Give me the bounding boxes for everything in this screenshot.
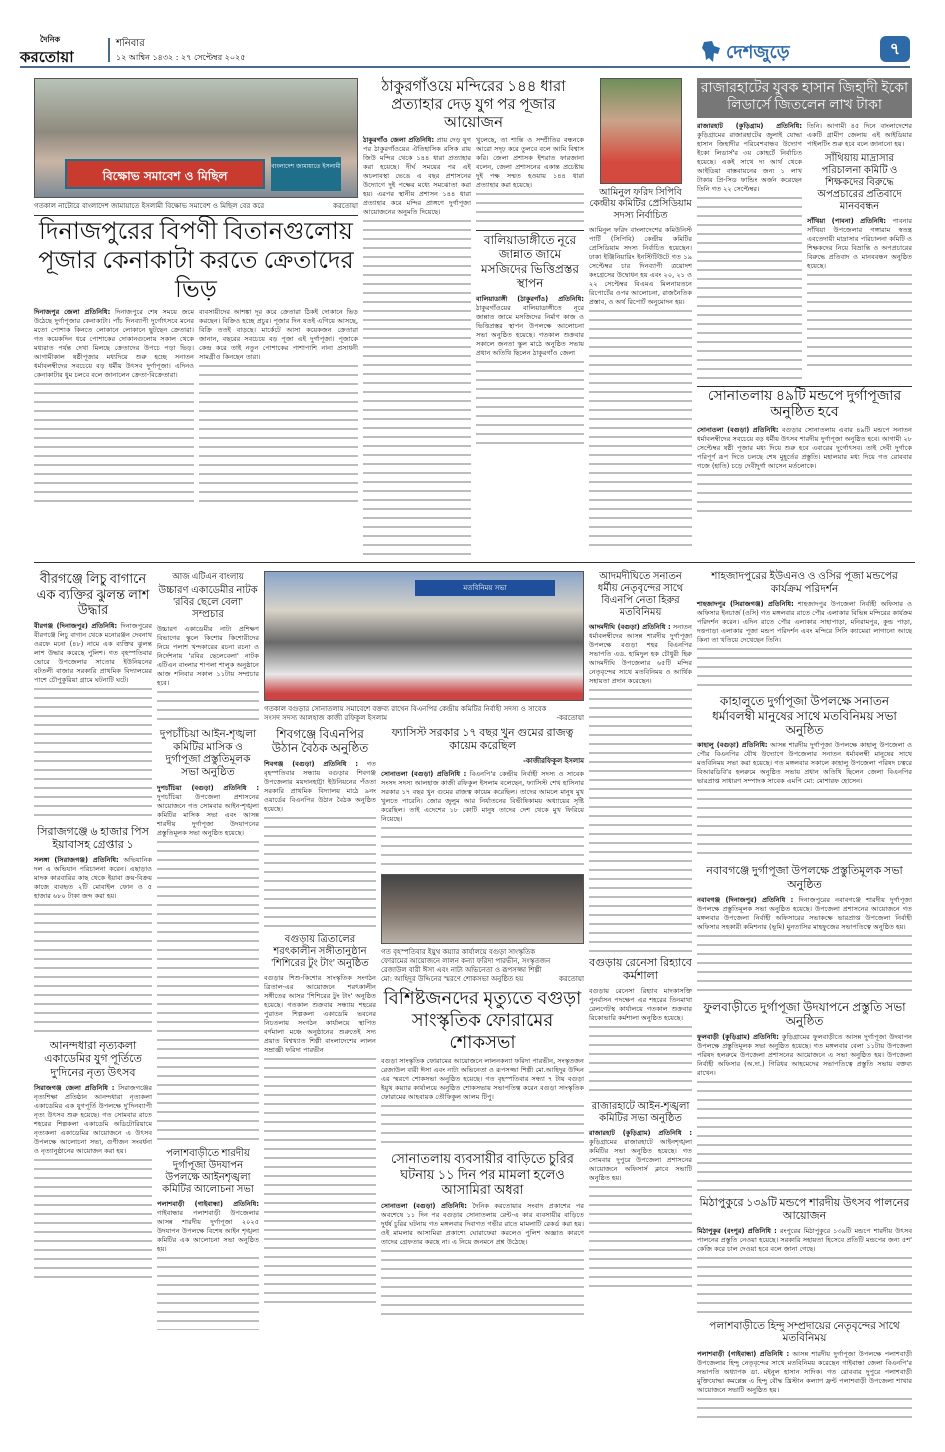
article-body: কুড়িগ্রামের ফুলবাড়ীতে আসন্ন দুর্গাপূজা উদযাপন উপলক্ষে প্রস্তুতিমূলক সভা অনুষ্ঠিত হয়েছে। গত মঙ্গলবার বেলা ১১টায় উপজেলা পরিষদ হলরুমে উপজেলা প্রশাসনের আয়োজনে এ সভা অনুষ্ঠিত হয়। উপজেলা নির্বাহী অফিসার (অ.দা.) গিরিধর আহমেদের সভাপতিত্বে প্রস্তুতি সভায় বক্তব্য রাখেন। xyxy=(697,1032,912,1077)
byline: আদমদীঘি (বগুড়া) প্রতিনিধি : xyxy=(589,623,671,631)
article-sathia xyxy=(807,217,912,367)
article-hasan-col2 xyxy=(807,122,912,149)
article-anandadhara xyxy=(34,1084,152,1284)
headline-fulbari: ফুলবাড়ীতে দুর্গাপূজা উদযাপনে প্রস্তুতি সভা অনুষ্ঠিত xyxy=(703,999,906,1029)
photo-caption-row xyxy=(381,948,584,984)
hasan-col2-stack xyxy=(807,122,912,367)
headline-sirajganj: সিরাজগঞ্জে ৬ হাজার পিস ইয়াবাসহ গ্রেপ্তার ১ xyxy=(37,825,149,851)
headline-dupchanchia: দুপচাঁচিয়া আইন-শৃঙ্খলা কমিটির মাসিক ও দুর্গাপূজা প্রস্তুতিমূলক সভা অনুষ্ঠিত xyxy=(159,729,257,778)
article-body: উচ্চারণ একাডেমীর নাট্য প্রশিক্ষণ বিভাগের স্কুলে কিশোর কিশোরীদের নিয়ে পলাশ খন্দকারের রচনা রচনা ও নির্দেশনায় 'রবির ছেলেবেলা' নাটক এটিএন বাংলার শাপলা শালুক অনুষ্ঠানে আজ শনিবার সকাল ১১টায় সম্প্রচার হবে। xyxy=(157,625,259,688)
photo-caption: গত বৃহস্পতিবার ইয়ুথ কয়্যার কার্যালয়ে বগুড়া সাংস্কৃতিক ফোরামের আয়োজনে লালন কন্যা ফরিদা পারভীন, সংস্কৃতজন রেজাউল বারী ঈসা এবং নাট্য অভিনেতা ও রূপসজ্জা শিল্পী মো: আহিদুর উদ্দিনের স্মরণে শোকসভা অনুষ্ঠিত হয় xyxy=(381,948,551,984)
hasan-columns xyxy=(697,122,912,382)
article-body: দুপচাঁচিয়া উপজেলা প্রশাসনের আয়োজনে গত সোমবার আইন-শৃঙ্খলা কমিটির মাসিক সভা এবং আসন্ন শারদীয় দুর্গাপূজা উদযাপনের প্রস্তুতিমূলক সভা অনুষ্ঠিত হয়েছে। xyxy=(157,792,259,837)
photo-caption-row xyxy=(34,202,358,211)
page-number: ৭ xyxy=(880,36,910,62)
article-mithapukur xyxy=(697,1227,912,1317)
byline: সোনাতলা (বগুড়া) প্রতিনিধি: xyxy=(697,426,779,435)
headline-sathia: সাঁথিয়ায় মাদ্রাসার পরিচালনা কমিটি ও শিক্ষকদের বিরুদ্ধে অপপ্রচারের প্রতিবাদে মানববন্ধন xyxy=(817,152,902,212)
article-amin xyxy=(589,226,692,546)
article-body: সিরাজগঞ্জের নৃত্যশিক্ষা প্রতিষ্ঠান আনন্দধারা নৃত্যকলা একাডেমির এক যুগপূর্তি উপলক্ষে দু'দিনব্যাপী নৃত্য উৎসব শুরু হয়েছে। গত সোমবার রাতে শহরের শিল্পকলা একাডেমি অডিটোরিয়ামে নৃত্যকলা একাডেমির আয়োজনে এ উৎসব উপলক্ষে আলোচনা সভা, গুণীজন সংবর্ধনা ও নৃত্যানুষ্ঠানের আয়োজন করা হয়। xyxy=(34,1083,152,1155)
article-body: বগুড়া সাংস্কৃতিক ফোরামের আয়োজনে লালনকন্যা ফরিদা পারভীন, সংস্কৃতজন রেজাউল বারী ঈসা এবং নাট্য অভিনেতা ও রূপসজ্জা শিল্পী মো.আহিদুর উদ্দিন এর স্মরণে শোকসভা অনুষ্ঠিত হয়েছে। গত বৃহস্পতিবার সন্ধ্যা ৭ টায় বগুড়া ইয়ুথ কয়্যার কার্যালয়ে অনুষ্ঠিত শোকসভায় সভাপতিত্ব করেন বগুড়া সাংস্কৃতিক ফোরামের আহবায়ক তৌফিকুল আলম টিপু। xyxy=(381,1057,584,1102)
center-columns xyxy=(264,727,584,1322)
article-fascist xyxy=(381,770,584,870)
article-body: বিএনপি'র কেন্দ্রীয় নির্বাহী সদস্য ও সাবেক সংসদ সদস্য আলহাজ কাজী রফিকুল ইসলাম বলেছেন, ফ্যাসিস্ট শেখ হাসিনার সরকার ১৭ বছর খুন গুমের রাজত্ব কায়েম করেছিল। তাদের আমলে মানুষ মুখ খুলতে পারেনি। জোর জুলুম আর নির্যাতনের বিভীষিকাময় অধ্যায়ের সৃষ্টি করেছিল। তাই এদেশের ১৮ কোটি মানুষ তাদের দেশ থেকে মুখ ফিরিয়ে নিয়েছে। xyxy=(381,770,584,824)
bottom-band xyxy=(34,563,915,1420)
byline: বীরগঞ্জ (দিনাজপুর) প্রতিনিধি: xyxy=(34,621,118,630)
article-body: গাইবান্ধার পলাশবাড়ী উপজেলার আসন্ন শারদীয় দুর্গাপূজা ২০২৫ উদযাপন উপলক্ষে বিশেষ আইন শৃঙ্খলা কমিটির এক আলোচনা সভা অনুষ্ঠিত হয়। xyxy=(157,1208,259,1253)
headline-natak: উচ্চারণ একাডেমীর নাটক 'রবির ছেলে বেলা' সম্প্রচার xyxy=(158,585,258,621)
rally-banner-side: বাংলাদেশ জামায়াতে ইসলামী xyxy=(271,157,341,191)
quote-attribution: -কাজীরফিকুল ইসলাম xyxy=(522,757,584,766)
byline: ফুলবাড়ী (কুড়িগ্রাম) প্রতিনিধি: xyxy=(697,1032,779,1041)
headline-mithapukur: মিঠাপুকুরে ১৩৯টি মন্ডপে শারদীয় উৎসব পালনের আয়োজন xyxy=(699,1196,910,1222)
byline: নবাবগঞ্জ (দিনাজপুর) প্রতিনিধি : xyxy=(697,895,794,904)
article-birganj xyxy=(34,622,152,822)
article-body: কুড়িগ্রামের রাজারহাটে আইনশৃঙ্খলা কমিটির সভা অনুষ্ঠিত হয়েছে। গত সোমবার দুপুরে উপজেলা প্রশাসনের আয়োজনে অফিসার্স ক্লাবে সভাটি অনুষ্ঠিত হয়। xyxy=(589,1138,692,1183)
byline: শিবগঞ্জ (বগুড়া) প্রতিনিধি : xyxy=(264,759,359,768)
meeting-photo xyxy=(264,571,584,701)
byline: সলঙ্গা (সিরাজগঞ্জ) প্রতিনিধি: xyxy=(34,856,119,865)
article-nababganj xyxy=(697,896,912,996)
article-fulbari xyxy=(697,1033,912,1193)
portrait-photo xyxy=(600,78,682,184)
column-center xyxy=(264,571,584,1322)
newspaper-logo: করতোয়া xyxy=(20,48,74,66)
article-rajarhat-law xyxy=(589,1129,692,1289)
article-sirajganj xyxy=(34,856,152,1036)
article-body: দিনাজপুরের নবাবগঞ্জে শারদীয় দুর্গাপূজা উপলক্ষে প্রস্তুতিমূলক সভা অনুষ্ঠিত হয়েছে। উপজেলা প্রশাসনের আয়োজনে গত মঙ্গলবার উপজেলা নির্বাহী অফিসারের সভাকক্ষে ভারপ্রাপ্ত উপজেলা নির্বাহী অফিসার সহকারী কমিশনার (ভূমি) মুনতাসির মাহফুজের সভাপতিত্বে অনুষ্ঠিত হয়। xyxy=(697,895,912,931)
byline: সিরাজগঞ্জ জেলা প্রতিনিধি : xyxy=(34,1083,115,1092)
headline-shokshova: বিশিষ্টজনদের মৃত্যুতে বগুড়া সাংস্কৃতিক ফোরামের শোকসভা xyxy=(383,988,582,1052)
article-thakurgaon-col1 xyxy=(363,136,471,556)
article-body: রংপুরের মিঠাপুকুরে ১৩৯টি মন্ডপে শারদীয় উৎসব পালনের প্রস্তুতি নেওয়া হয়েছে। সরকারি সহায়তা হিসেবে প্রতিটি মন্ডপের জন্য ৫শ' কেজি করে চাল দেওয়া হবে বলে জানা গেছে। xyxy=(697,1226,912,1253)
masthead-rule xyxy=(20,66,910,68)
headline-hasan: রাজারহাটের যুবক হাসান জিহাদী ইকো লিডার্সে জিতলেন লাখ টাকা xyxy=(697,78,912,118)
article-baliadangi xyxy=(476,295,584,445)
headline-tritaal: বগুড়ায় ত্রিতালের শরৎকালীন সঙ্গীতানুষ্ঠান 'শিশিরের টুং টাং' অনুষ্ঠিত xyxy=(271,933,369,969)
article-body: দিনাজপুরের বীরগঞ্জে লিচু বাগান থেকে মনোরঞ্জন দেবনাথ ওরফে মনো (৪৮) নামে এক ব্যক্তির ঝুলন্ত লাশ উদ্ধার করেছে পুলিশ। গত বৃহস্পতিবার ভোরে উপজেলার সাতোর ইউনিয়নের বটতলী বাজার সরকারি প্রাথমিক বিদ্যালয়ের পাশে চৌপুকুরিয়া গ্রামে ঘটনাটি ঘটে। xyxy=(34,621,152,684)
column-dinajpur xyxy=(34,78,358,508)
article-body: অভিযানিক দল এ অভিযান পরিচালনা করেন। এছাড়াও মাদক কারবারির কাছ থেকে ইয়াবা ক্রয়-বিক্রয় কাজে ব্যবহৃত ২টি মোবাইল ফোন ও ৫ হাজার ৬৮০ টাকা জব্দ করা হয়। xyxy=(34,856,152,901)
byline: শাহজাদপুর (সিরাজগঞ্জ) প্রতিনিধি: xyxy=(697,600,794,609)
photo-credit: -করতোয়া xyxy=(556,714,584,722)
headline-thakurgaon: ঠাকুরগাঁওয়ে মন্দিরের ১৪৪ ধারা প্রত্যাহার দেড় যুগ পর পূজার আয়োজন xyxy=(381,79,566,131)
byline: রাজারহাট (কুড়িগ্রাম) প্রতিনিধি: xyxy=(697,121,802,130)
headline-sonatala-49: সোনাতলায় ৪৯টি মন্ডপে দুর্গাপূজার অনুষ্ঠিত হবে xyxy=(697,386,912,423)
rally-banner: বিক্ষোভ সমাবেশ ও মিছিল xyxy=(65,159,265,189)
article-body: কুড়িগ্রামের রাজারহাটের জুলাই যোদ্ধা হাসান জিহাদীর পরিবেশবান্ধব উদ্যোগ ইকো লিডার্স'র ৩য় কোহর্টে নির্বাচিত হয়েছে। একই সাথে দ্য আর্থ থেকে আইডিয়া বাস্তবায়নের জন্য ১ লাখ টাকার প্রি-সিড ফান্ডিং অর্জন করেছেন তিনি গত ২২ সেপ্টেম্বর। xyxy=(697,130,802,193)
condolence-photo xyxy=(381,874,584,944)
column-right xyxy=(697,571,912,1420)
photo-credit: করতোয়া xyxy=(333,202,358,210)
article-body: বগুড়ার শিশু-কিশোর সাংস্কৃতিক সংগঠন ত্রিতাল-এর আয়োজনে শরৎকালীন সঙ্গীতের আসর 'শিশিরের টুং টাং' অনুষ্ঠিত হয়েছে। গতকাল শুক্রবার সন্ধ্যায় শহরের পুরাতন শিল্পকলা একাডেমি ভবনের নিচতলায় সংগঠন কার্যালয়ে স্থাপিত বর্ণমালা মঞ্চে অনুষ্ঠানের শুরুতেই সদ্য প্রয়াত বিশ্বখ্যাত শিল্পী বাংলাদেশের লালন সম্রাজ্ঞী ফরিদা পারভীন xyxy=(264,973,376,1054)
article-body: তিনি। আগামী ৪৫ দিনে বাংলাদেশের একটি গ্রামীণ জেলায় এই আইডিয়ার পাইলটিং শুরু হবে বলে জানানো হয়। xyxy=(807,121,912,148)
article-body: ঠাকুরগাঁওয়ের বালিয়াডাঙ্গীতে নূরে জান্নাত জামে মসজিদের নির্মাণ কাজ ও ভিত্তিপ্রস্তর স্থাপন উপলক্ষে আলোচনা সভা অনুষ্ঠিত হয়েছে। গতকাল শুক্রবার সকালে জনতা স্কুল মাঠে অনুষ্ঠিত সভায় প্রধান অতিথি ছিলেন ঠাকুরগাঁও জেলা xyxy=(476,303,584,357)
article-body: আসন্ন শারদীয় দুর্গাপূজা উপলক্ষে কাহালু উপজেলা ও পৌর বিএনপির যৌথ উদ্যোগে উপজেলার সনাতন ধর্মাবলম্বী মানুষের সাথে মতবিনিময় সভা করা হয়েছে। গত মঙ্গলবার সকালে কাহালু উপজেলা পরিষদ চত্বরে বিআরডিবি'র হলরুমে অনুষ্ঠিত সভায় প্রধান অতিথি ছিলেন জেলা বিএনপির ভারপ্রাপ্ত সাধারণ সম্পাদক সাবেক এমপি মো: মোশারফ হোসেন। xyxy=(697,741,912,786)
article-dinajpur-col1 xyxy=(34,308,194,508)
masthead-divider xyxy=(108,38,110,62)
article-shibganj xyxy=(264,760,376,930)
byline: কাহালু (বগুড়া) প্রতিনিধি: xyxy=(697,741,768,750)
article-body: শাহজাদপুর উপজেলা নির্বাহী অফিসার ও অফিসার ইনচার্জ (ওসি) গত মঙ্গলবার রাতে পৌর এলাকার বিভিন্ন মন্দিরের কার্যক্রম পরিদর্শন করেন। এদিন রাতে পৌর এলাকার সাহাপাড়া, মনিরামপুর, কুন্ড পাড়া, দত্তপাড়া এলাকার পূজা মন্ডপ পরিদর্শন এবং মন্দিরে সিসি ক্যামেরা লাগানো আছে কিনা তা খতিয়ে দেখেছেন তিনি। xyxy=(697,600,912,645)
thakurgaon-col2-stack xyxy=(476,136,584,445)
headline-baliadangi: বালিয়াডাঙ্গীতে নূরে জান্নাত জামে মসজিদের ভিত্তিপ্রস্তর স্থাপন xyxy=(476,230,584,291)
photo-caption-row xyxy=(264,705,584,723)
photo-caption: গতকাল বগুড়ার সোনাতলায় সমাবেশে বক্তব্য রাখেন বিএনপির কেন্দ্রীয় কমিটির নির্বাহী সদস্য ও সাবেক সংসদ সদস্য আলহাজ কাজী রফিকুল ইসলাম xyxy=(264,705,547,722)
photo-caption: গতকাল নাটোরে বাংলাদেশ জামায়াতে ইসলামী বিক্ষোভ সমাবেশ ও মিছিল বের করে xyxy=(34,202,265,210)
article-body: বগুড়ায় রেনেসা রিহ্যাব মাদকাসক্তি পুনর্বাসন পদক্ষেপ এর শহরের তিনমাথা রেলগেটস্থ কার্যালয়ে গতকাল শুক্রবার রিকোভারি কর্মশালা অনুষ্ঠিত হয়েছে। xyxy=(589,987,692,1023)
article-body: ব্যবসায়ীদের আশঙ্কা দূর করে ক্রেতারা ঠিকই দোকানে ভিড় করছেন। বিক্রিও হচ্ছে প্রচুর। পূজার দিন যতই এগিয়ে আসছে, বিক্রি ততই বাড়ছে। মার্কেটে আসা কয়েকজন ক্রেতারা জানান, বছরের সবচেয়ে বড় পূজা এই দুর্গাপূজা। পূজাকে কেন্দ্র করে তাই নতুন পোশাকের পাশাপাশি নানা প্রসাধনী সামগ্রীও কিনছেন তারা। xyxy=(199,308,358,362)
headline-adamdighi: আদমদীঘিতে সনাতন ধর্মীয় নেতৃবৃন্দের সাথে বিএনপি নেতা হিরুর মতবিনিময় xyxy=(597,571,684,618)
headline-theft: সোনাতলায় ব্যবসায়ীর বাড়িতে চুরির ঘটনায় ১১ দিন পর মামলা হলেও আসামিরা অধরা xyxy=(391,1151,574,1198)
article-body: পাবনার সাঁথিয়া উপজেলার গঙ্গারাম স্বতন্ত্র এবতেদায়ী মাদ্রাসার পরিচালনা কমিটি ও শিক্ষকদের নিয়ে বিভ্রান্তি ও অপপ্রচারের বিরুদ্ধে প্রতিবাদ ও মানববন্ধন অনুষ্ঠিত হয়েছে। xyxy=(807,216,912,270)
byline: সোনাতলা (বগুড়া) প্রতিনিধি : xyxy=(381,770,467,779)
article-renesa xyxy=(589,987,692,1097)
byline: দুপচাঁচিয়া (বগুড়া) প্রতিনিধি : xyxy=(157,783,259,792)
byline: বালিয়াডাঙ্গী (ঠাকুরগাঁও) প্রতিনিধি: xyxy=(476,294,584,303)
headline-palashbari-law: পলাশবাড়ীতে শারদীয় দুর্গাপূজা উদযাপন উপলক্ষে আইনশৃঙ্খলা কমিটির আলোচনা সভা xyxy=(162,1147,254,1195)
dinajpur-columns xyxy=(34,308,358,508)
article-body: আসন্ন শারদীয় দুর্গাপূজা উপলক্ষে পলাশবাড়ী উপজেলার হিন্দু নেতৃবৃন্দের সাথে মতবিনিময় করেছেন গাইবান্ধা জেলা বিএনপি'র সভাপতি অধ্যাপক ডা. মইনুল হাসান সাদিক। গত রোববার দুপুরে পলাশবাড়ী মুক্তিযোদ্ধা কমপ্লেক্স এ হিন্দু বৌদ্ধ খ্রিস্টান কল্যাণ ফ্রন্ট পলাশবাড়ী উপজেলা শাখার আয়োজনে সভাটি অনুষ্ঠিত হয়। xyxy=(697,1350,912,1395)
headline-dinajpur: দিনাজপুরের বিপণী বিতানগুলোয় পূজার কেনাকাটা করতে ক্রেতাদের ভিড় xyxy=(34,215,358,304)
headline-palashbari-hindu: পলাশবাড়ীতে হিন্দু সম্প্রদায়ের নেতৃবৃন্দের সাথে মতবিনিময় xyxy=(709,1320,900,1345)
column-fascist xyxy=(381,727,584,1322)
article-shahjadpur xyxy=(697,600,912,690)
article-natak xyxy=(157,625,259,725)
article-body: দিনাজপুরে শেষ সময়ে জমে উঠেছে দুর্গাপূজার কেনাকাটা। পাঁচ দিনব্যাপী দুর্গোৎসবে মনের মতো পোশাক কিনতে লোকানে লোকানে ছুটছেন ক্রেতারা। গত কয়েকদিন ধরে পোশাকের দোকানগুলোয় সকাল থেকে মধ্যরাত পর্যন্ত দেখা মিলছে ক্রেতাদের উপচে পড়া ভিড়। আগামীকাল ষষ্ঠীপূজার মধ্যদিয়ে শুরু হচ্ছে সনাতন ধর্মাবলম্বীদের সবচেয়ে বড় ধর্মীয় উৎসব দুর্গাপূজা। এদিনও কেনাকাটার ধুম চলবে বলে জানালেন ক্রেতা-বিক্রেতারা। xyxy=(34,308,194,380)
byline: দিনাজপুর জেলা প্রতিনিধি: xyxy=(34,308,111,317)
column-natak xyxy=(157,571,259,1330)
headline-shahjadpur: শাহজাদপুরের ইউএনও ও ওসির পূজা মন্ডপের কার্যক্রম পরিদর্শন xyxy=(711,571,898,595)
headline-kahalu: কাহালুতে দুর্গাপূজা উপলক্ষে সনাতন ধর্মাবলম্বী মানুষের সাথে মতবিনিময় সভা অনুষ্ঠিত xyxy=(712,694,897,737)
section-title: দেশজুড়ে xyxy=(726,42,790,63)
issue-date: ১২ আশ্বিন ১৪৩২ : ২৭ সেপ্টেম্বর ২০২৫ xyxy=(116,53,246,62)
article-shokshova xyxy=(381,1057,584,1147)
photo-credit: করতোয়া xyxy=(559,975,584,984)
headline-fascist: ফ্যাসিস্ট সরকার ১৭ বছর খুন গুমের রাজত্ব কায়েম করেছিল xyxy=(391,727,574,753)
column-hasan xyxy=(697,78,912,516)
issue-day: শনিবার xyxy=(116,38,145,49)
column-shibganj xyxy=(264,727,376,1304)
byline: সাঁথিয়া (পাবনা) প্রতিনিধি: xyxy=(807,216,887,225)
byline: রাজারহাট (কুড়িগ্রাম) প্রতিনিধি : xyxy=(589,1129,692,1138)
headline-renesa: বগুড়ায় রেনেসা রিহ্যাবে কর্মশালা xyxy=(589,957,692,983)
article-sonatala-49 xyxy=(697,426,912,516)
article-tritaal xyxy=(264,974,376,1304)
byline: সোনাতলা (বগুড়া) প্রতিনিধি: xyxy=(381,1201,467,1210)
kicker-natak: আজ এটিএন বাংলায় xyxy=(172,571,244,581)
column-birganj xyxy=(34,571,152,1284)
article-dinajpur-col2 xyxy=(199,308,358,508)
column-thakurgaon xyxy=(363,78,584,556)
byline: পলাশবাড়ী (গাইবান্ধা) প্রতিনিধি : xyxy=(697,1350,790,1359)
article-body: খুলেছে, তা শান্তি ও সম্প্রীতির বন্ধনকে আরো সদৃঢ় করে তুলবে বলে আমি বিশ্বাস করি। জেলা প্রশাসক ইশরাত ফারজানা বলেন, জেলা প্রশাসনের একান্ত প্রচেষ্টায় দুই পক্ষ সম্মত হওয়ায় ১৪৪ ধারা প্রত্যাহার করা হয়েছে। xyxy=(476,136,584,189)
newspaper-logo-small: দৈনিক xyxy=(40,35,61,44)
byline: মিঠাপুকুর (রংপুর) প্রতিনিধি : xyxy=(697,1226,777,1235)
article-dupchanchia xyxy=(157,784,259,1144)
article-body: গত বৃহস্পতিবার সন্ধ্যায় বগুড়ার শিবগঞ্জ উপজেলার ময়দানহাট্টা ইউনিয়নের পঁওতা সরকারি প্রাথমিক বিদ্যালয় মাঠে ৯নং ওয়ার্ডের বিএনপির উঠান বৈঠক অনুষ্ঠিত হয়েছে। xyxy=(264,759,376,813)
byline: ঠাকুরগাঁও জেলা প্রতিনিধি: xyxy=(363,136,435,144)
article-kahalu xyxy=(697,741,912,861)
article-body: আমিনুল ফরিদ বাংলাদেশের কমিউনিস্ট পার্টি (সিপিবি) কেন্দ্রীয় কমিটির প্রেসিডিয়াম সদস্য নির্বাচিত হয়েছেন। ঢাকা ইঞ্জিনিয়ারিং ইনস্টিটিউটে গত ১৯ সেপ্টেম্বর চার দিনব্যাপী ত্রয়োদশ কংগ্রেসের উদ্বোধন হয় এবং ২০, ২১ ও ২২ সেপ্টেম্বর বিএমএ মিলনায়তনে রিপোর্টের ওপর আলোচনা, রাজনৈতিক প্রস্তাব, ও অর্থ রিপোর্ট অনুমোদন হয়। xyxy=(589,226,692,307)
article-body: সনাতন ধর্মাবলম্বীদের আসন্ন শারদীয় দুর্গাপূজা উপলক্ষে বগুড়া শহর বিএনপির সভাপতি এড. হামিদুল হক চৌধুরী হিরু আদমদীঘি উপজেলার ৬৫টি মন্দির নেতৃবৃন্দের সাথে মতবিনিময় ও আর্থিক সহায়তা প্রদান করেছেন। xyxy=(589,623,692,685)
column-adamdighi xyxy=(589,571,692,1289)
headline-amin: আমিনুল ফরিদ সিপিবি কেন্দ্রীয় কমিটির প্রেসিডিয়াম সদস্য নির্বাচিত xyxy=(589,188,692,221)
article-thakurgaon-col2 xyxy=(476,136,584,226)
headline-birganj: বীরগঞ্জে লিচু বাগানে এক ব্যক্তির ঝুলন্ত লাশ উদ্ধার xyxy=(36,571,150,618)
article-palashbari-law xyxy=(157,1200,259,1330)
meeting-banner: মতবিনিময় সভা xyxy=(415,580,555,596)
bangladesh-map-icon xyxy=(700,40,722,64)
article-body: বগুড়ার সোনাতলায় এবার ৪৯টি মন্ডপে সনাতন ধর্মাবলম্বীদের সবচেয়ে বড় ধর্মীয় উৎসব শারদীয় দুর্গাপূজা অনুষ্ঠিত হবে। আগামী ২৮ সেপ্টেম্বর ষষ্ঠী পূজার মধ্য দিয়ে শুরু হবে এবারের দুর্গোৎসব। তাই দেবী দুর্গাকে পরিপূর্ণ রূপ দিতে চলছে শেষ মুহূর্তের প্রস্তুতি। মহালয়ার মধ্য দিয়ে গত রোববার গজে (হাতি) চড়ে দেবীদুর্গা আসেন মর্তলোকে। xyxy=(697,426,912,471)
headline-nababganj: নবাবগঞ্জে দুর্গাপূজা উপলক্ষে প্রস্তুতিমূলক সভা অনুষ্ঠিত xyxy=(706,865,903,891)
headline-shibganj: শিবগঞ্জে বিএনপির উঠান বৈঠক অনুষ্ঠিত xyxy=(271,727,369,756)
headline-rajarhat-law: রাজারহাটে আইন-শৃঙ্খলা কমিটির সভা অনুষ্ঠিত xyxy=(591,1101,690,1125)
article-theft xyxy=(381,1202,584,1322)
article-body: দৈনিক করতোয়ার সংবাদ প্রকাশের পর অবশেষে ১১ দিন পর বগুড়ার সোনাতলায় রেন্ট-এ কার ব্যবসায়ীর বাড়িতে দুর্ধর্ষ চুরির ঘটনায় গত মঙ্গলবার দিবাগত গভীর রাতে মামলাটি রেকর্ড করা হয়। ওই মামলার আসামিরা প্রকাশ্যে ঘোরাফেরা করলেও পুলিশ অজ্ঞাত কারণে তাদের গ্রেফতার করছে না। এ নিয়ে জনমনে প্রশ্ন উঠেছে। xyxy=(381,1201,584,1246)
byline: পলাশবাড়ী (গাইবান্ধা) প্রতিনিধি: xyxy=(157,1199,259,1208)
article-hasan-col1 xyxy=(697,122,802,382)
masthead xyxy=(0,0,945,70)
article-body: প্রায় দেড় যুগ পর ঠাকুরগাঁওয়ের ঐতিহাসিক রসিক রায় জিউ মন্দির থেকে ১৪৪ ধারা প্রত্যাহার করা হয়েছে। দীর্ঘ সময়ের পর এই অচলাবস্থা ভেঙে এ বছর প্রশাসনের উদ্যোগে দুই পক্ষের মধ্যে সমঝোতা করা হয়। এরপর স্থানীয় প্রশাসন ১৪৪ ধারা প্রত্যাহার করে মন্দির প্রাঙ্গণে দুর্গাপূজা আয়োজনের অনুমতি দিয়েছে। xyxy=(363,136,471,216)
headline-anandadhara: আনন্দধারা নৃত্যকলা একাডেমির যুগ পূর্তিতে দু'দিনের নৃত্য উৎসব xyxy=(44,1040,142,1079)
column-amin xyxy=(589,78,692,546)
top-band xyxy=(34,70,915,556)
rally-photo xyxy=(34,78,358,198)
article-palashbari-hindu xyxy=(697,1350,912,1420)
article-adamdighi xyxy=(589,623,692,953)
thakurgaon-columns xyxy=(363,136,584,556)
